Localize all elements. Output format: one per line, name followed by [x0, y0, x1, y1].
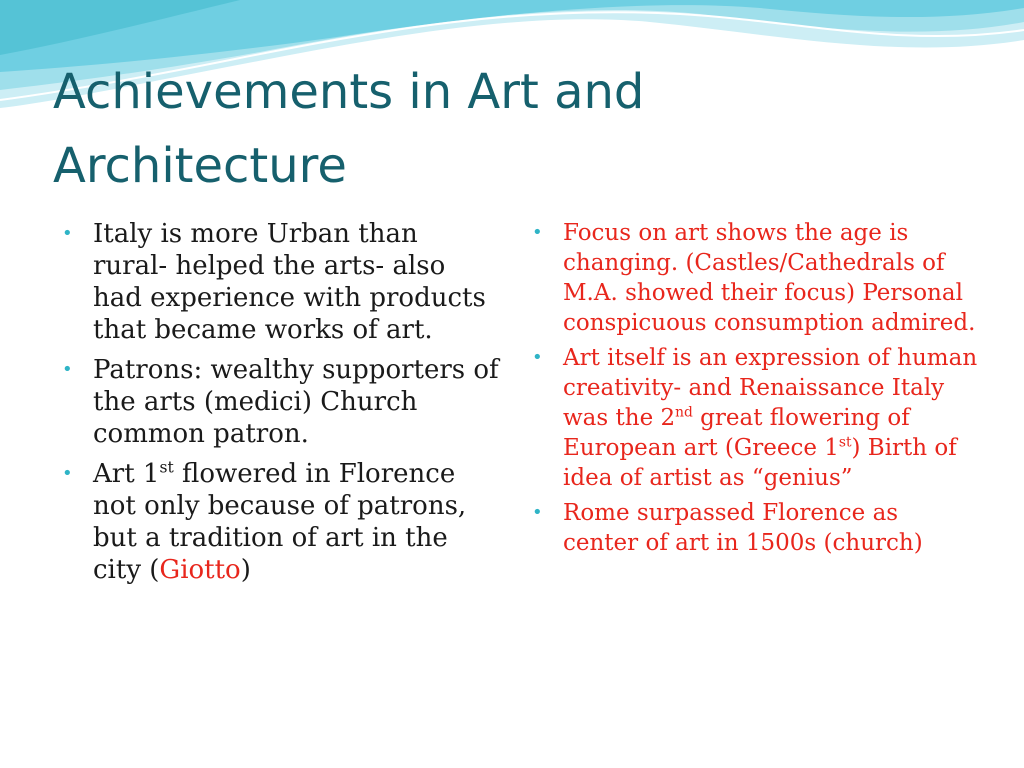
list-item [60, 458, 500, 586]
bullet-icon: • [532, 502, 543, 523]
superscript: st [159, 458, 174, 477]
bullet-text: Patrons: wealthy supporters of the arts (medici) Church common patron. [93, 355, 499, 449]
bullet-text-part: flowered in Florence not only because of patrons, but a tradition of art in the city ( [93, 459, 467, 585]
list-item [60, 354, 500, 450]
slide-title: Achievements in Art and Architecture [53, 64, 645, 194]
bullet-icon: • [532, 222, 543, 243]
list-item [60, 218, 500, 346]
bullet-text: Italy is more Urban than rural- helped the arts- also had experience with products that became works of art. [93, 219, 486, 345]
list-item [530, 343, 980, 493]
bullet-text-part: Art 1 [93, 459, 160, 489]
superscript: st [838, 434, 852, 451]
right-bullet-list [530, 218, 980, 563]
left-bullet-list [60, 218, 500, 594]
bullet-text-part: ) [240, 555, 251, 585]
bullet-icon: • [62, 359, 73, 380]
bullet-icon: • [62, 223, 73, 244]
bullet-text-part: ) Birth of idea of artist as “genius” [563, 435, 957, 491]
bullet-text: Rome surpassed Florence as center of art in 1500s (church) [563, 500, 923, 556]
bullet-text: Focus on art shows the age is changing. (Castles/Cathedrals of M.A. showed their focus) Personal conspicuous consumption admired. [563, 220, 976, 336]
superscript: nd [675, 404, 693, 421]
bullet-icon: • [532, 347, 543, 368]
list-item [530, 218, 980, 338]
bullet-text-part: Art itself is an expression of human creativity- and Renaissance Italy was the 2 [563, 345, 978, 431]
list-item [530, 498, 980, 558]
bullet-icon: • [62, 463, 73, 484]
giotto-highlight: Giotto [159, 555, 241, 585]
bullet-text-part: great flowering of European art (Greece 1 [563, 405, 910, 461]
